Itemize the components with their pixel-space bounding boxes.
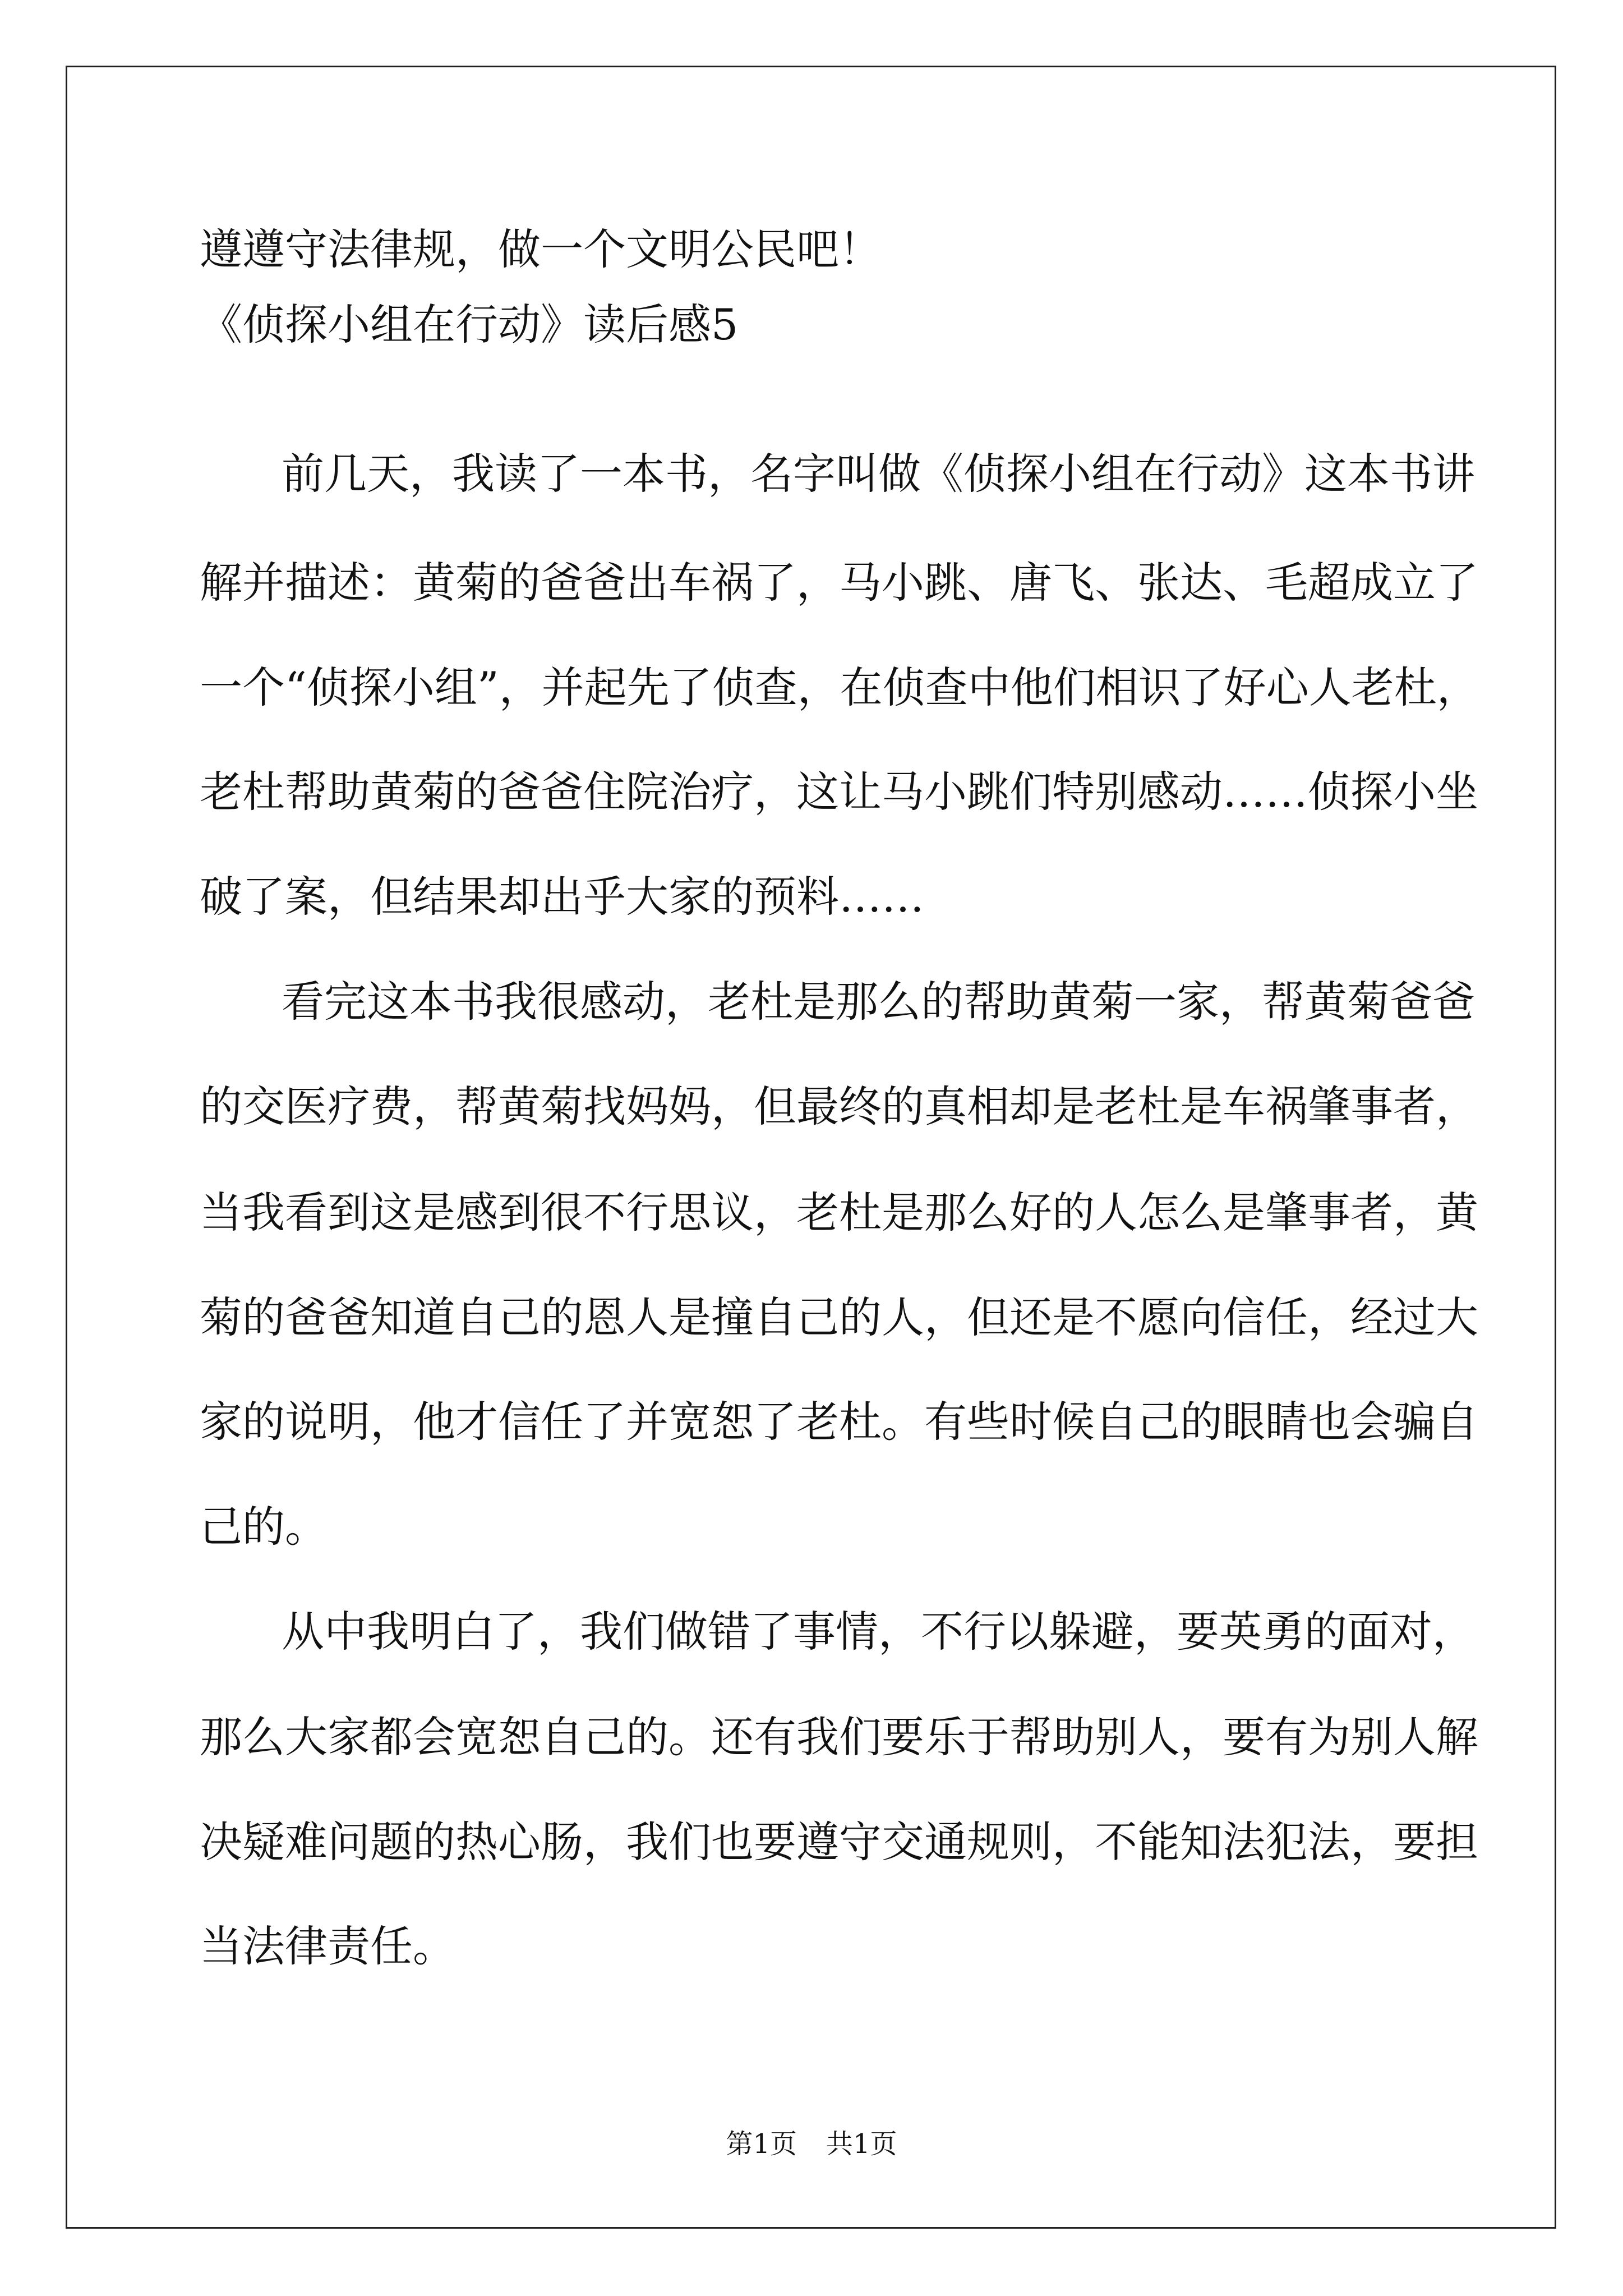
text-line: 的交医疗费，帮黄菊找妈妈，但最终的真相却是老杜是车祸肇事者，: [200, 1082, 1478, 1131]
text-line: 决疑难问题的热心肠，我们也要遵守交通规则，不能知法犯法，要担: [200, 1817, 1478, 1867]
text-line: 从中我明白了，我们做错了事情，不行以躲避，要英勇的面对，: [282, 1607, 1475, 1657]
page-total: 共1页: [826, 2128, 897, 2160]
text-line: 菊的爸爸知道自己的恩人是撞自己的人，但还是不愿向信任，经过大: [200, 1292, 1478, 1342]
text-line: 破了案，但结果却出乎大家的预料……: [200, 872, 924, 922]
page-number: 第1页: [726, 2128, 797, 2160]
text-line: 当我看到这是感到很不行思议，老杜是那么好的人怎么是肇事者，黄: [200, 1188, 1478, 1237]
text-line: 看完这本书我很感动，老杜是那么的帮助黄菊一家，帮黄菊爸爸: [282, 977, 1475, 1027]
text-line: 前几天，我读了一本书，名字叫做《侦探小组在行动》这本书讲: [282, 449, 1475, 499]
text-line: 那么大家都会宽恕自己的。还有我们要乐于帮助别人，要有为别人解: [200, 1712, 1478, 1762]
text-line: 一个“侦探小组”，并起先了侦查，在侦查中他们相识了好心人老杜，: [200, 662, 1479, 712]
text-line: 当法律责任。: [200, 1921, 455, 1971]
section-title: 《侦探小组在行动》读后感5: [200, 300, 739, 349]
text-line: 遵遵守法律规，做一个文明公民吧！: [200, 224, 882, 274]
page-border: [66, 66, 1556, 2229]
text-line: 己的。: [200, 1502, 328, 1552]
page-footer: [0, 2128, 1623, 2160]
text-line: 家的说明，他才信任了并宽恕了老杜。有些时候自己的眼睛也会骗自: [200, 1397, 1478, 1447]
text-line: 解并描述：黄菊的爸爸出车祸了，马小跳、唐飞、张达、毛超成立了: [200, 558, 1478, 608]
text-line: 老杜帮助黄菊的爸爸住院治疗，这让马小跳们特别感动……侦探小坐: [200, 767, 1478, 817]
